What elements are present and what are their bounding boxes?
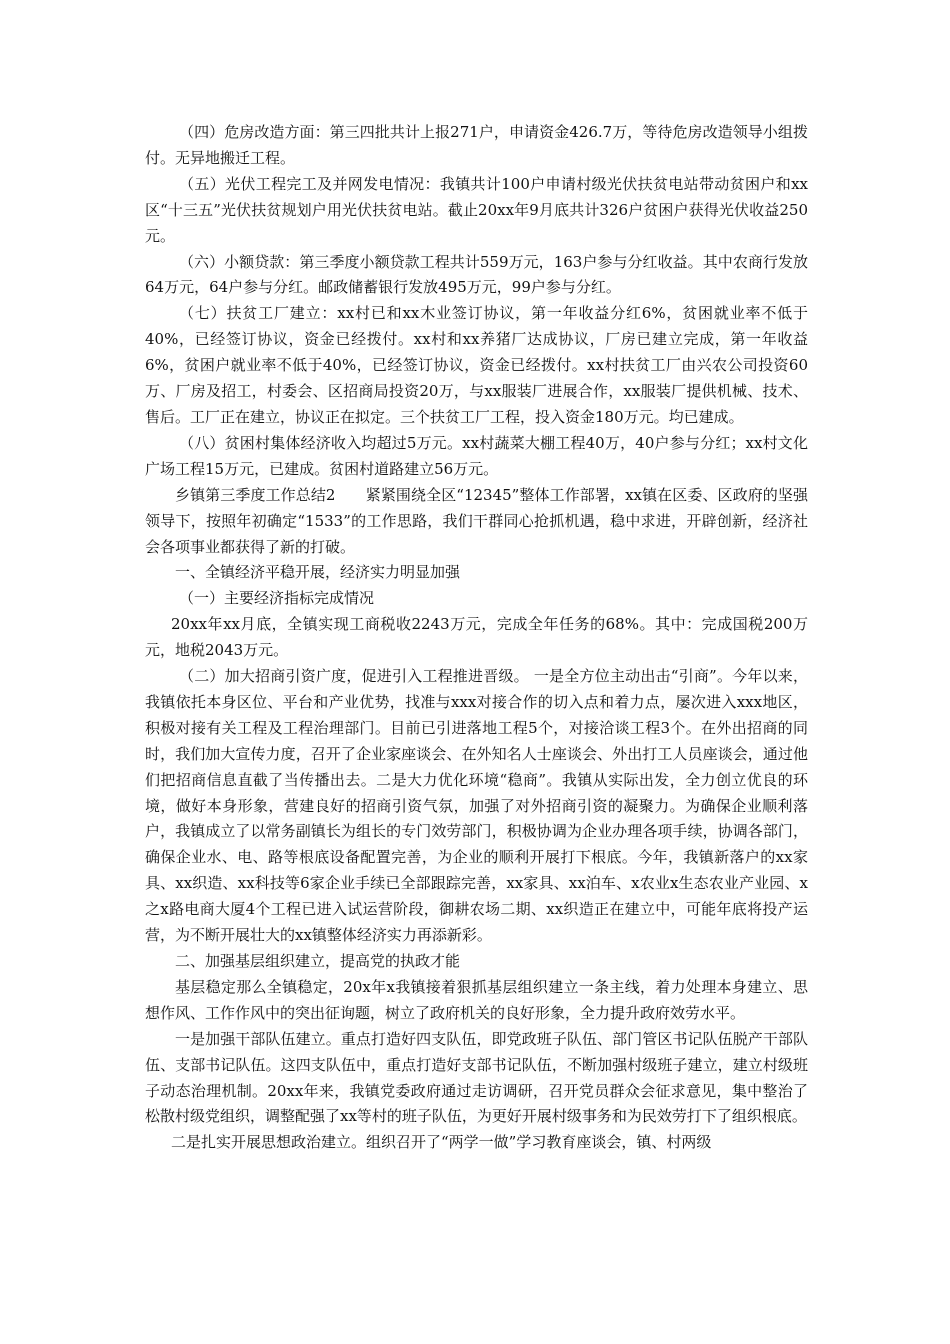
- paragraph-summary-intro: 乡镇第三季度工作总结2 紧紧围绕全区“12345”整体工作部署，xx镇在区委、区政府的坚强领导下，按照年初确定“1533”的工作思路，我们干群同心抢抓机遇，稳中求进，开辟创新，经济社会各项事业都获得了新的打破。: [145, 485, 808, 556]
- heading-party-building: 二、加强基层组织建立，提高党的执政才能: [175, 952, 461, 970]
- heading-economy: 一、全镇经济平稳开展，经济实力明显加强: [175, 563, 461, 582]
- document-page: [145, 120, 808, 1156]
- paragraph-political-education: 二是扎实开展思想政治建立。组织召开了“两学一做”学习教育座谈会，镇、村两级: [171, 1133, 712, 1152]
- paragraph-tax-revenue: 20xx年xx月底，全镇实现工商税收2243万元，完成全年任务的68%。其中：完成国税200万元，地税2043万元。: [145, 615, 808, 660]
- paragraph-microloans: （六）小额贷款：第三季度小额贷款工程共计559万元，163户参与分红收益。其中农商行发放64万元，64户参与分红。邮政储蓄银行发放495万元，99户参与分红。: [145, 252, 808, 297]
- paragraph-cadre-team: 一是加强干部队伍建立。重点打造好四支队伍，即党政班子队伍、部门管区书记队伍脱产干部队伍、支部书记队伍。这四支队伍中，重点打造好支部书记队伍，不断加强村级班子建立，建立村级班子动态治理机制。20xx年来，我镇党委政府通过走访调研，召开党员群众会征求意见，集中整治了松散村级党组织，调整配强了xx等村的班子队伍，为更好开展村级事务和为民效劳打下了组织根底。: [145, 1029, 808, 1126]
- paragraph-solar-power: （五）光伏工程完工及并网发电情况：我镇共计100户申请村级光伏扶贫电站带动贫困户和xx区“十三五”光伏扶贫规划户用光伏扶贫电站。截止20xx年9月底共计326户贫困户获得光伏收益250元。: [145, 174, 808, 245]
- subheading-indicators: （一）主要经济指标完成情况: [179, 589, 375, 608]
- paragraph-housing-renovation: （四）危房改造方面：第三四批共计上报271户，申请资金426.7万，等待危房改造领导小组拨付。无异地搬迁工程。: [145, 123, 808, 167]
- paragraph-poverty-factory: （七）扶贫工厂建立：xx村已和xx木业签订协议，第一年收益分红6%，贫困就业率不低于40%，已经签订协议，资金已经拨付。xx村和xx养猪厂达成协议，厂房已建立完成，第一年收益6%，贫困户就业率不低于40%，已经签订协议，资金已经拨付。xx村扶贫工厂由兴农公司投资60万、厂房及招工，村委会、区招商局投资20万，与xx服装厂进展合作，xx服装厂提供机械、技术、售后。工厂正在建立，协议正在拟定。三个扶贫工厂工程，投入资金180万元。均已建成。: [145, 304, 808, 426]
- paragraph-collective-income: （八）贫困村集体经济收入均超过5万元。xx村蔬菜大棚工程40万，40户参与分红；xx村文化广场工程15万元，已建成。贫困村道路建立56万元。: [145, 433, 808, 478]
- paragraph-investment: （二）加大招商引资广度，促进引入工程推进晋级。 一是全方位主动出击“引商”。今年以来，我镇依托本身区位、平台和产业优势，找准与xxx对接合作的切入点和着力点，屡次进入xxx地区，积极对接有关工程及工程治理部门。目前已引进落地工程5个，对接洽谈工程3个。在外出招商的同时，我们加大宣传力度，召开了企业家座谈会、在外知名人士座谈会、外出打工人员座谈会，通过他们把招商信息直截了当传播出去。二是大力优化环境“稳商”。我镇从实际出发，全力创立优良的环境，做好本身形象，营建良好的招商引资气氛，加强了对外招商引资的凝聚力。为确保企业顺利落户，我镇成立了以常务副镇长为组长的专门效劳部门，积极协调为企业办理各项手续，协调各部门，确保企业水、电、路等根底设备配置完善，为企业的顺利开展打下根底。今年，我镇新落户的xx家具、xx织造、xx科技等6家企业手续已全部跟踪完善，xx家具、xx泊车、x农业x生态农业产业园、x之x路电商大厦4个工程已进入试运营阶段，御耕农场二期、xx织造正在建立中，可能年底将投产运营，为不断开展壮大的xx镇整体经济实力再添新彩。: [145, 667, 808, 945]
- paragraph-grassroots: 基层稳定那么全镇稳定，20x年x我镇接着狠抓基层组织建立一条主线，着力处理本身建立、思想作风、工作作风中的突出征询题，树立了政府机关的良好形象，全力提升政府效劳水平。: [145, 977, 808, 1022]
